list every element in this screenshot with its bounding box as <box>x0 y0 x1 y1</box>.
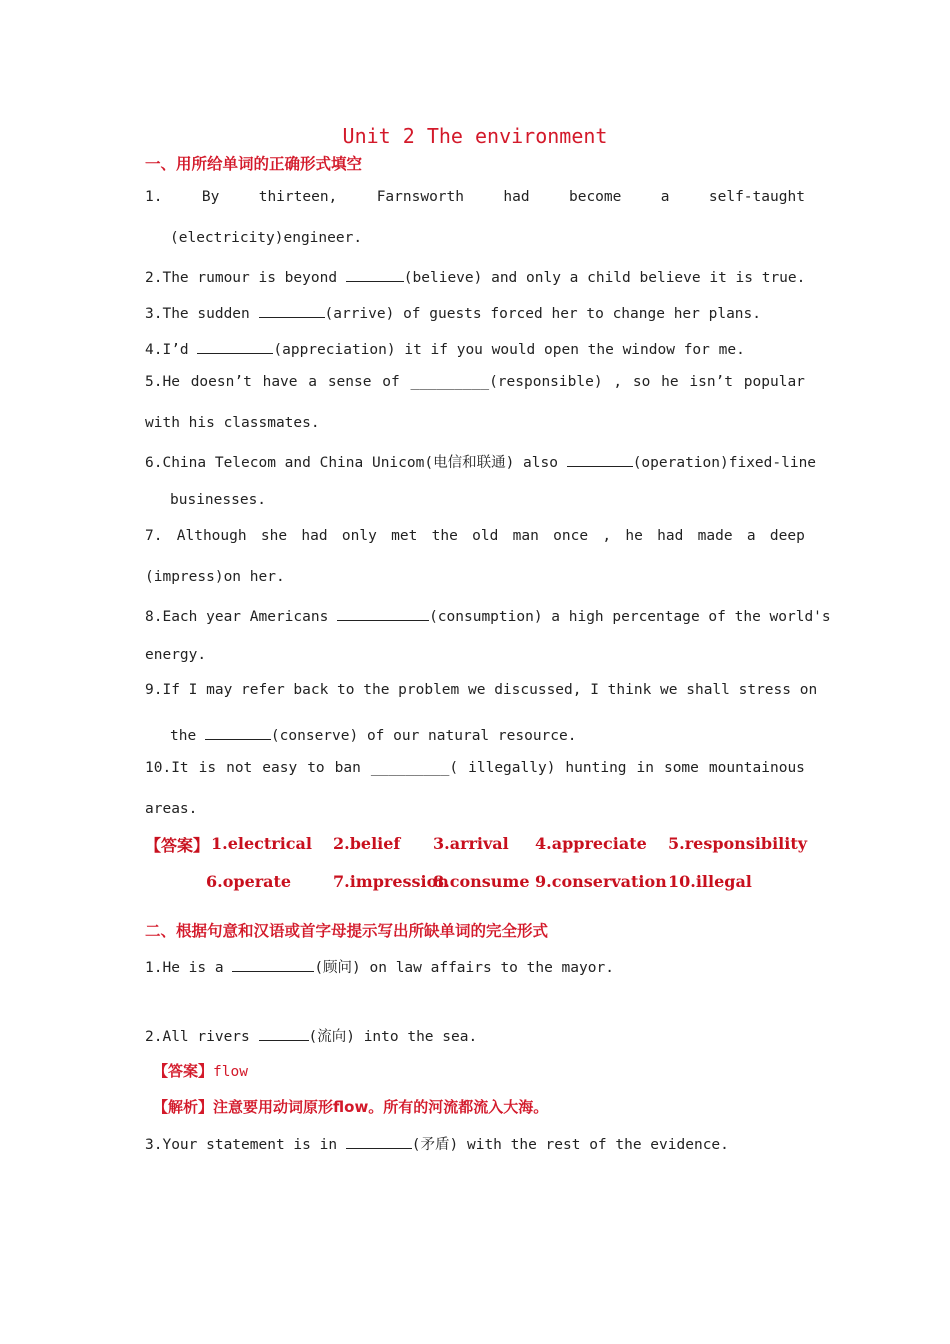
answer-6: 6.operate <box>206 872 292 891</box>
answer-blank[interactable] <box>259 1025 309 1041</box>
question-5: 5.He doesn’t have a sense of _________(responsible) , so he isn’t popular <box>145 374 805 390</box>
question-6-continued: businesses. <box>170 492 267 508</box>
section1-heading: 一、用所给单词的正确形式填空 <box>145 155 363 173</box>
answer-blank[interactable] <box>205 724 271 740</box>
answer-3: 3.arrival <box>433 834 509 853</box>
question-5-continued: with his classmates. <box>145 415 320 431</box>
question-6: 6.China Telecom and China Unicom(电信和联通) also (operation)fixed-line <box>145 451 816 472</box>
section2-q2-explanation: 【解析】注意要用动词原形flow。所有的河流都流入大海。 <box>153 1098 549 1116</box>
question-1: 1. By thirteen, Farnsworth had become a self-taught <box>145 189 805 205</box>
answer-7: 7.impression <box>333 872 449 891</box>
question-7: 7. Although she had only met the old man once , he had made a deep <box>145 528 805 544</box>
question-10: 10.It is not easy to ban _________( illegally) hunting in some mountainous <box>145 760 805 776</box>
answer-9: 9.conservation <box>535 872 667 891</box>
answer-blank[interactable] <box>346 266 404 282</box>
question-7-continued: (impress)on her. <box>145 569 285 585</box>
section2-q2-answer: 【答案】flow <box>153 1062 248 1080</box>
question-8: 8.Each year Americans (consumption) a high percentage of the world's <box>145 605 831 625</box>
section2-question-1: 1.He is a (顾问) on law affairs to the mayor. <box>145 956 614 977</box>
answer-blank[interactable] <box>197 338 273 354</box>
answer-5: 5.responsibility <box>668 834 808 853</box>
section2-question-3: 3.Your statement is in (矛盾) with the rest of the evidence. <box>145 1133 729 1154</box>
question-8-continued: energy. <box>145 647 207 663</box>
page-title: Unit 2 The environment <box>342 124 608 148</box>
answer-1: 1.electrical <box>211 834 312 853</box>
answer-blank[interactable] <box>337 605 429 621</box>
answer-2: 2.belief <box>333 834 401 853</box>
answer-key-row-1: 【答案】 <box>145 836 210 855</box>
question-3: 3.The sudden (arrive) of guests forced her to change her plans. <box>145 302 761 322</box>
answer-blank[interactable] <box>232 956 314 972</box>
section2-question-2: 2.All rivers (流向) into the sea. <box>145 1025 477 1046</box>
answer-blank[interactable] <box>259 302 325 318</box>
answer-8: 8.consume <box>433 872 530 891</box>
question-4: 4.I’d (appreciation) it if you would open the window for me. <box>145 338 745 358</box>
answer-blank[interactable] <box>346 1133 412 1149</box>
answer-blank[interactable] <box>567 451 633 467</box>
question-9: 9.If I may refer back to the problem we discussed, I think we shall stress on <box>145 682 818 698</box>
answer-4: 4.appreciate <box>535 834 647 853</box>
question-2: 2.The rumour is beyond (believe) and only a child believe it is true. <box>145 266 805 286</box>
section2-heading: 二、根据句意和汉语或首字母提示写出所缺单词的完全形式 <box>145 922 549 940</box>
question-10-continued: areas. <box>145 801 198 817</box>
question-1-continued: (electricity)engineer. <box>170 230 363 246</box>
question-9-continued: the (conserve) of our natural resource. <box>170 724 576 744</box>
answer-10: 10.illegal <box>668 872 752 891</box>
